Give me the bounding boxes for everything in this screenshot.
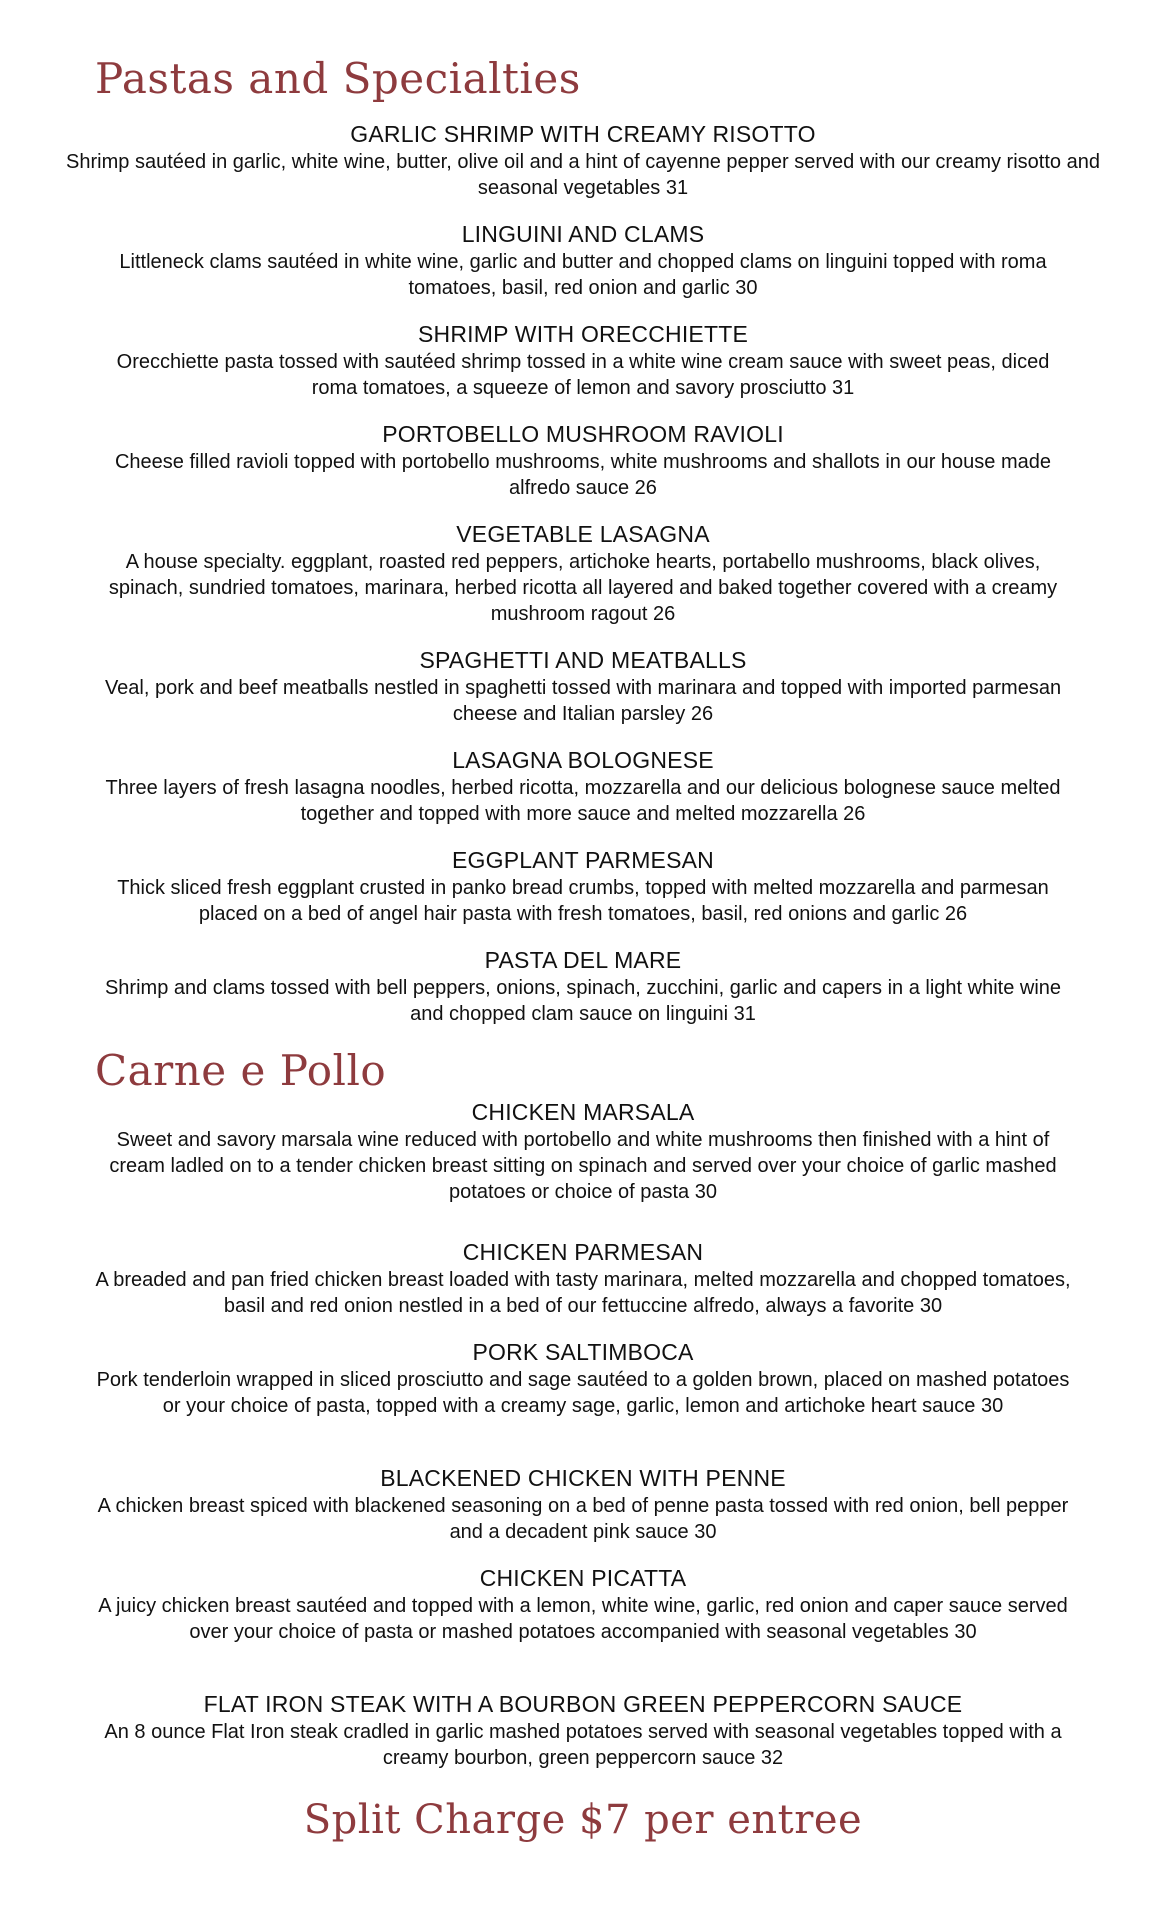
item-name: PORK SALTIMBOCA: [472, 1339, 694, 1365]
item-description: Pork tenderloin wrapped in sliced prosciutto and sage sautéed to a golden brown, placed on mashed potatoes or your choice of pasta, topped with a creamy sage, garlic, lemon and artichoke heart sauce 30: [96, 1369, 1070, 1417]
item-description: A chicken breast spiced with blackened seasoning on a bed of penne pasta tossed with red onion, bell pepper and a decadent pink sauce 30: [97, 1495, 1069, 1543]
menu-item: [35, 1098, 1131, 1205]
item-name: SHRIMP WITH ORECCHIETTE: [417, 321, 748, 347]
item-description: Orecchiette pasta tossed with sautéed shrimp tossed in a white wine cream sauce with sweet peas, diced roma tomatoes, a squeeze of lemon and savory prosciutto 31: [116, 351, 1050, 399]
item-name: LINGUINI AND CLAMS: [461, 221, 705, 247]
section-title-carne: Carne e Pollo: [95, 1046, 387, 1095]
item-name: SPAGHETTI AND MEATBALLS: [419, 647, 747, 673]
item-name: BLACKENED CHICKEN WITH PENNE: [380, 1465, 786, 1491]
menu-item: [35, 646, 1131, 727]
item-description: Thick sliced fresh eggplant crusted in panko bread crumbs, topped with melted mozzarella and parmesan placed on a bed of angel hair pasta with fresh tomatoes, basil, red onions and garlic 26: [117, 877, 1049, 925]
item-name: PORTOBELLO MUSHROOM RAVIOLI: [382, 421, 784, 447]
item-description: An 8 ounce Flat Iron steak cradled in garlic mashed potatoes served with seasonal vegetables topped with a creamy bourbon, green peppercorn sauce 32: [104, 1721, 1062, 1769]
item-name: CHICKEN PICATTA: [479, 1565, 687, 1591]
menu-item: [35, 1338, 1131, 1419]
item-name: CHICKEN PARMESAN: [462, 1239, 704, 1265]
menu-item: [35, 1564, 1131, 1645]
item-description: Shrimp sautéed in garlic, white wine, butter, olive oil and a hint of cayenne pepper served with our creamy risotto and seasonal vegetables 31: [66, 151, 1100, 199]
item-description: Three layers of fresh lasagna noodles, herbed ricotta, mozzarella and our delicious bolognese sauce melted together and topped with more sauce and melted mozzarella 26: [105, 777, 1061, 825]
menu-item: [35, 1690, 1131, 1771]
item-name: CHICKEN MARSALA: [471, 1099, 695, 1125]
item-description: A house specialty. eggplant, roasted red peppers, artichoke hearts, portabello mushrooms, black olives, spinach, sundried tomatoes, marinara, herbed ricotta all layered and baked together covered with a creamy mushroom ragout 26: [108, 551, 1058, 625]
menu-item: [35, 1238, 1131, 1319]
menu-item: [35, 846, 1131, 927]
menu-item: [35, 746, 1131, 827]
item-description: A juicy chicken breast sautéed and topped with a lemon, white wine, garlic, red onion and caper sauce served over your choice of pasta or mashed potatoes accompanied with seasonal vegetables 30: [98, 1595, 1068, 1643]
item-description: Shrimp and clams tossed with bell peppers, onions, spinach, zucchini, garlic and capers in a light white wine and chopped clam sauce on linguini 31: [104, 977, 1062, 1025]
split-charge-note: Split Charge $7 per entree: [303, 1797, 863, 1843]
menu-item: [35, 520, 1131, 627]
item-name: VEGETABLE LASAGNA: [456, 521, 710, 547]
item-description: A breaded and pan fried chicken breast loaded with tasty marinara, melted mozzarella and chopped tomatoes, basil and red onion nestled in a bed of our fettuccine alfredo, always a favorite 30: [95, 1269, 1071, 1317]
item-description: Cheese filled ravioli topped with portobello mushrooms, white mushrooms and shallots in our house made alfredo sauce 26: [114, 451, 1052, 499]
item-name: LASAGNA BOLOGNESE: [452, 747, 714, 773]
menu-item: [35, 120, 1131, 201]
menu-item: [35, 220, 1131, 301]
item-description: Veal, pork and beef meatballs nestled in spaghetti tossed with marinara and topped with imported parmesan cheese and Italian parsley 26: [104, 677, 1062, 725]
section-title-pastas: Pastas and Specialties: [95, 54, 581, 103]
item-name: FLAT IRON STEAK WITH A BOURBON GREEN PEPPERCORN SAUCE: [203, 1691, 963, 1717]
menu-item: [35, 420, 1131, 501]
menu-item: [35, 946, 1131, 1027]
menu-item: [35, 320, 1131, 401]
item-name: PASTA DEL MARE: [484, 947, 682, 973]
item-description: Sweet and savory marsala wine reduced with portobello and white mushrooms then finished with a hint of cream ladled on to a tender chicken breast sitting on spinach and served over your choice of garlic mashed potatoes or choice of pasta 30: [109, 1129, 1057, 1203]
item-description: Littleneck clams sautéed in white wine, garlic and butter and chopped clams on linguini topped with roma tomatoes, basil, red onion and garlic 30: [119, 251, 1047, 299]
item-name: GARLIC SHRIMP WITH CREAMY RISOTTO: [350, 121, 816, 147]
menu-item: [35, 1464, 1131, 1545]
item-name: EGGPLANT PARMESAN: [451, 847, 714, 873]
